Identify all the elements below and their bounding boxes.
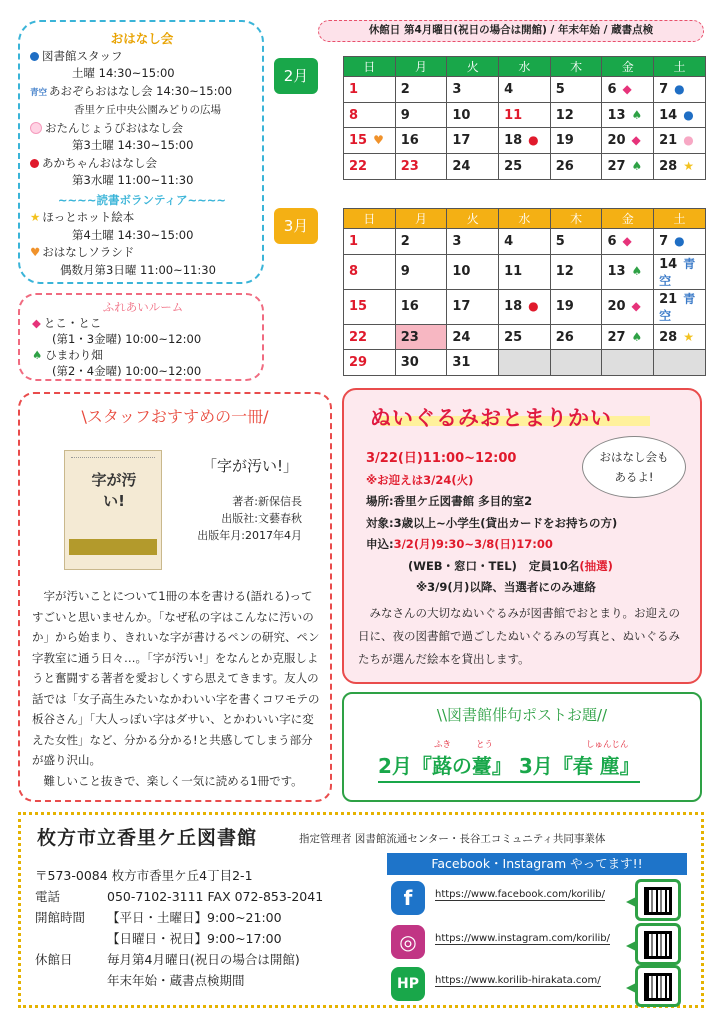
weekday-header: 月 <box>395 57 447 77</box>
red-dot-icon: ● <box>528 133 539 148</box>
closed-banner: 休館日 第4月曜日(祝日の場合は開館) / 年末年始 / 蔵書点検 <box>318 20 704 42</box>
staff-review-text: 字が汚いことについて1冊の本を書ける(語れる)ってすごいと思いませんか。「なぜ私の字はこんなに汚いのか」から始まり、きれいな字が書けるペンの研究、ペン字教室に通う日々…。「字が汚い!」をなんとか克服しようと奮闘する著者を愛おしくすら思えてきます。友人の話では「女子高生みたいなかわいい字を書くコワモテの板谷さん」「大人っぽい字はダサい、とかわいい字に変えた女性」など、分かる分かる!と共感してしまう部分が盛り沢山。 <box>32 589 320 767</box>
book-cover-image <box>64 450 162 570</box>
event-target: 対象:3歳以上~小学生(貸出カードをお持ちの方) <box>366 515 618 530</box>
fureai-item-tokotoko: ◆ とこ・とこ <box>32 316 102 330</box>
calendar-day: 23 <box>395 154 447 180</box>
bubble-text: あるよ! <box>614 470 654 484</box>
weekday-header: 日 <box>344 209 396 229</box>
calendar-day: 3 <box>447 229 499 255</box>
calendar-day: 28 ★ <box>654 324 706 350</box>
calendar-day: 14 ● <box>654 102 706 128</box>
homepage-row <box>387 965 687 1005</box>
volunteer-time: 第4土曜 14:30~15:00 <box>72 227 194 242</box>
book-info <box>180 458 320 544</box>
fureai-item-himawari: ♠ ひまわり畑 <box>32 348 103 362</box>
haiku-topic: 2月『蕗の薹』 3月『春 塵』 <box>378 750 640 783</box>
calendar-day: 7 ● <box>654 77 706 103</box>
spade-icon: ♠ <box>631 158 643 173</box>
calendar-day: 2 <box>395 77 447 103</box>
apply-methods: (WEB・窓口・TEL) 定員10名(抽選) <box>408 558 613 573</box>
library-closed-2: 年末年始・蔵書点検期間 <box>107 973 245 988</box>
staff-heading: \スタッフおすすめの一冊/ <box>81 407 269 426</box>
spade-icon: ♠ <box>631 329 643 344</box>
calendar-day: 27 ♠ <box>602 154 654 180</box>
calendar-day <box>550 350 602 376</box>
star-icon: ★ <box>683 158 694 173</box>
weekday-header: 水 <box>499 209 551 229</box>
calendar-day: 30 <box>395 350 447 376</box>
heart-icon: ♥ <box>373 133 384 148</box>
diamond-icon: ◆ <box>622 81 632 96</box>
calendar-feb <box>343 56 706 180</box>
calendar-day: 16 <box>395 289 447 324</box>
volunteer-time: 偶数月第3日曜 11:00~11:30 <box>60 262 216 277</box>
calendar-day: 22 <box>344 154 396 180</box>
book-title: 「字が汚い!」 <box>201 457 298 475</box>
instagram-qr-icon <box>635 923 681 965</box>
blue-dot-icon: ● <box>674 233 685 248</box>
haiku-box <box>342 692 702 802</box>
calendar-day <box>654 350 706 376</box>
staff-review <box>32 586 324 791</box>
weekday-header: 日 <box>344 57 396 77</box>
spade-icon: ♠ <box>32 348 43 362</box>
calendar-day: 1 <box>344 229 396 255</box>
instagram-icon[interactable]: ◎ <box>391 925 425 959</box>
calendar-day: 12 <box>550 102 602 128</box>
aozora-icon: 青空 <box>659 256 696 288</box>
calendar-day: 6 ◆ <box>602 229 654 255</box>
calendar-day: 23 <box>395 324 447 350</box>
facebook-icon[interactable]: f <box>391 881 425 915</box>
calendar-day: 19 <box>550 289 602 324</box>
calendar-day: 28 ★ <box>654 154 706 180</box>
calendar-day: 29 <box>344 350 396 376</box>
ruby-tou: とう <box>476 740 494 750</box>
calendar-day: 21 青空 <box>654 289 706 324</box>
ohanashi-box <box>18 20 264 284</box>
star-icon: ★ <box>683 329 694 344</box>
homepage-icon[interactable]: HP <box>391 967 425 1001</box>
calendar-day: 14 青空 <box>654 254 706 289</box>
volunteer-item-sorashido: ♥ おはなしソラシド <box>30 245 135 259</box>
ohanashi-heading: おはなし会 <box>110 31 174 46</box>
calendar-day <box>602 350 654 376</box>
calendar-day: 26 <box>550 324 602 350</box>
instagram-row <box>387 923 687 963</box>
ohanashi-item-aozora: 青空 あおぞらおはなし会 14:30~15:00 <box>30 83 233 98</box>
library-info <box>35 865 387 991</box>
spade-icon: ♠ <box>631 107 643 122</box>
calendar-day: 9 <box>395 254 447 289</box>
calendar-day: 20 ◆ <box>602 128 654 154</box>
pickup-date: ※お迎えは3/24(火) <box>366 472 474 487</box>
library-manager: 指定管理者 図書館流通センター・長谷工コミュニティ共同事業体 <box>299 833 606 845</box>
calendar-day: 21 ● <box>654 128 706 154</box>
calendar-day: 13 ♠ <box>602 102 654 128</box>
calendar-day: 4 <box>499 77 551 103</box>
event-place: 場所:香里ケ丘図書館 多目的室2 <box>366 494 533 508</box>
calendar-day: 5 <box>550 229 602 255</box>
calendar-day: 1 <box>344 77 396 103</box>
calendar-day: 2 <box>395 229 447 255</box>
weekday-header: 火 <box>447 57 499 77</box>
calendar-day: 19 <box>550 128 602 154</box>
aozora-icon: 青空 <box>30 87 48 98</box>
star-icon: ★ <box>30 210 41 224</box>
library-hours-2: 【日曜日・祝日】9:00~17:00 <box>107 931 282 946</box>
calendar-day: 3 <box>447 77 499 103</box>
calendar-mar <box>343 208 706 376</box>
weekday-header: 土 <box>654 57 706 77</box>
calendar-day: 24 <box>447 154 499 180</box>
weekday-header: 金 <box>602 57 654 77</box>
weekday-header: 木 <box>550 209 602 229</box>
fureai-box <box>18 293 264 381</box>
nuigurumi-box <box>342 388 702 684</box>
calendar-day: 8 <box>344 102 396 128</box>
library-closed: 休館日 毎月第4月曜日(祝日の場合は開館) <box>35 952 300 967</box>
bubble-text: おはなし会も <box>599 450 669 464</box>
book-publisher: 出版社:文藝春秋 <box>221 512 302 525</box>
calendar-day: 22 <box>344 324 396 350</box>
calendar-day: 18 ● <box>499 128 551 154</box>
diamond-icon: ◆ <box>32 316 41 330</box>
calendar-day: 18 ● <box>499 289 551 324</box>
weekday-header: 月 <box>395 209 447 229</box>
spade-icon: ♠ <box>631 264 643 279</box>
ruby-fuki: ふき <box>434 740 452 750</box>
facebook-row <box>387 879 687 919</box>
calendar-day: 27 ♠ <box>602 324 654 350</box>
calendar-day: 6 ◆ <box>602 77 654 103</box>
calendar-day: 25 <box>499 324 551 350</box>
calendar-day: 11 <box>499 254 551 289</box>
diamond-icon: ◆ <box>622 233 632 248</box>
nuigurumi-details <box>366 448 676 599</box>
weekday-header: 木 <box>550 57 602 77</box>
fureai-heading: ふれあいルーム <box>102 300 184 314</box>
homepage-qr-icon <box>635 965 681 1007</box>
birthday-icon: ● <box>683 133 694 148</box>
calendar-day: 25 <box>499 154 551 180</box>
diamond-icon: ◆ <box>631 133 641 148</box>
book-date: 出版年月:2017年4月 <box>197 529 302 542</box>
aozora-icon: 青空 <box>659 291 696 323</box>
volunteer-heading: ~~~~読書ボランティア~~~~ <box>57 192 227 207</box>
nuigurumi-title: ぬいぐるみおとまりかい <box>370 406 612 430</box>
haiku-heading: \\図書館俳句ポストお題// <box>436 706 608 724</box>
library-hours: 開館時間 【平日・土曜日】9:00~21:00 <box>35 910 282 925</box>
book-cover-band <box>69 539 157 555</box>
book-cover-title: 字が汚い! <box>91 471 137 510</box>
red-dot-icon <box>30 159 39 168</box>
calendar-day: 7 ● <box>654 229 706 255</box>
event-date: 3/22(日)11:00~12:00 <box>366 451 517 466</box>
book-cover-decoration <box>71 457 155 463</box>
blue-dot-icon: ● <box>683 107 694 122</box>
fureai-time: (第1・3金曜) 10:00~12:00 <box>52 332 202 346</box>
calendar-day: 12 <box>550 254 602 289</box>
blue-dot-icon <box>30 52 39 61</box>
weekday-header: 土 <box>654 209 706 229</box>
ohanashi-item-baby: あかちゃんおはなし会 <box>30 155 254 173</box>
calendar-day: 10 <box>447 102 499 128</box>
calendar-day: 16 <box>395 128 447 154</box>
book-author: 著者:新保信長 <box>232 495 302 508</box>
library-name: 枚方市立香里ケ丘図書館 <box>37 827 258 849</box>
calendar-day: 10 <box>447 254 499 289</box>
heart-icon: ♥ <box>30 245 41 259</box>
calendar-day: 31 <box>447 350 499 376</box>
month-label-mar: 3月 <box>274 208 318 244</box>
instagram-link[interactable]: https://www.instagram.com/korilib/ <box>435 933 610 944</box>
calendar-day: 24 <box>447 324 499 350</box>
month-label-feb: 2月 <box>274 58 318 94</box>
ohanashi-item-birthday: おたんじょうびおはなし会 <box>30 120 254 138</box>
volunteer-item-hothot: ★ ほっとホット絵本 <box>30 210 135 224</box>
library-footer <box>18 812 704 1008</box>
calendar-day <box>499 350 551 376</box>
calendar-day: 4 <box>499 229 551 255</box>
calendar-day: 17 <box>447 289 499 324</box>
calendar-day: 9 <box>395 102 447 128</box>
library-phone: 電話 050-7102-3111 FAX 072-853-2041 <box>35 889 324 904</box>
calendar-day: 26 <box>550 154 602 180</box>
diamond-icon: ◆ <box>631 299 641 314</box>
sns-banner: Facebook・Instagram やってます!! <box>387 853 687 875</box>
birthday-icon <box>30 122 42 134</box>
calendar-day: 13 ♠ <box>602 254 654 289</box>
red-dot-icon: ● <box>528 299 539 314</box>
winner-note: ※3/9(月)以降、当選者にのみ連絡 <box>416 580 596 594</box>
calendar-day: 15 <box>344 289 396 324</box>
calendar-day: 20 ◆ <box>602 289 654 324</box>
calendar-day: 15 ♥ <box>344 128 396 154</box>
calendar-day: 17 <box>447 128 499 154</box>
nuigurumi-description: みなさんの大切なぬいぐるみが図書館でおとまり。お迎えの日に、夜の図書館で過ごしたぬいぐるみの写真と、ぬいぐるみたちが選んだ絵本を貸出します。 <box>358 606 680 666</box>
facebook-link[interactable]: https://www.facebook.com/korilib/ <box>435 889 605 900</box>
ohanashi-time: 第3水曜 11:00~11:30 <box>72 173 194 187</box>
fureai-time: (第2・4金曜) 10:00~12:00 <box>52 364 202 378</box>
calendar-day: 11 <box>499 102 551 128</box>
ohanashi-item-staff: 図書館スタッフ <box>30 48 254 66</box>
ruby-shunjin: しゅんじん <box>586 740 629 750</box>
weekday-header: 金 <box>602 209 654 229</box>
ohanashi-time: 第3土曜 14:30~15:00 <box>72 138 194 152</box>
ohanashi-time: 土曜 14:30~15:00 <box>72 66 175 80</box>
staff-recommend-box <box>18 392 332 802</box>
homepage-link[interactable]: https://www.korilib-hirakata.com/ <box>435 975 601 986</box>
blue-dot-icon: ● <box>674 81 685 96</box>
calendar-day: 5 <box>550 77 602 103</box>
staff-review-closing: 難しいこと抜きで、楽しく一気に読める1冊です。 <box>43 773 303 788</box>
ohanashi-place: 香里ケ丘中央公園みどりの広場 <box>74 104 221 116</box>
facebook-qr-icon <box>635 879 681 921</box>
library-address: 〒573-0084 枚方市香里ケ丘4丁目2-1 <box>35 868 253 883</box>
weekday-header: 水 <box>499 57 551 77</box>
calendar-day: 8 <box>344 254 396 289</box>
weekday-header: 火 <box>447 209 499 229</box>
event-apply: 申込:3/2(月)9:30~3/8(日)17:00 <box>366 537 553 551</box>
